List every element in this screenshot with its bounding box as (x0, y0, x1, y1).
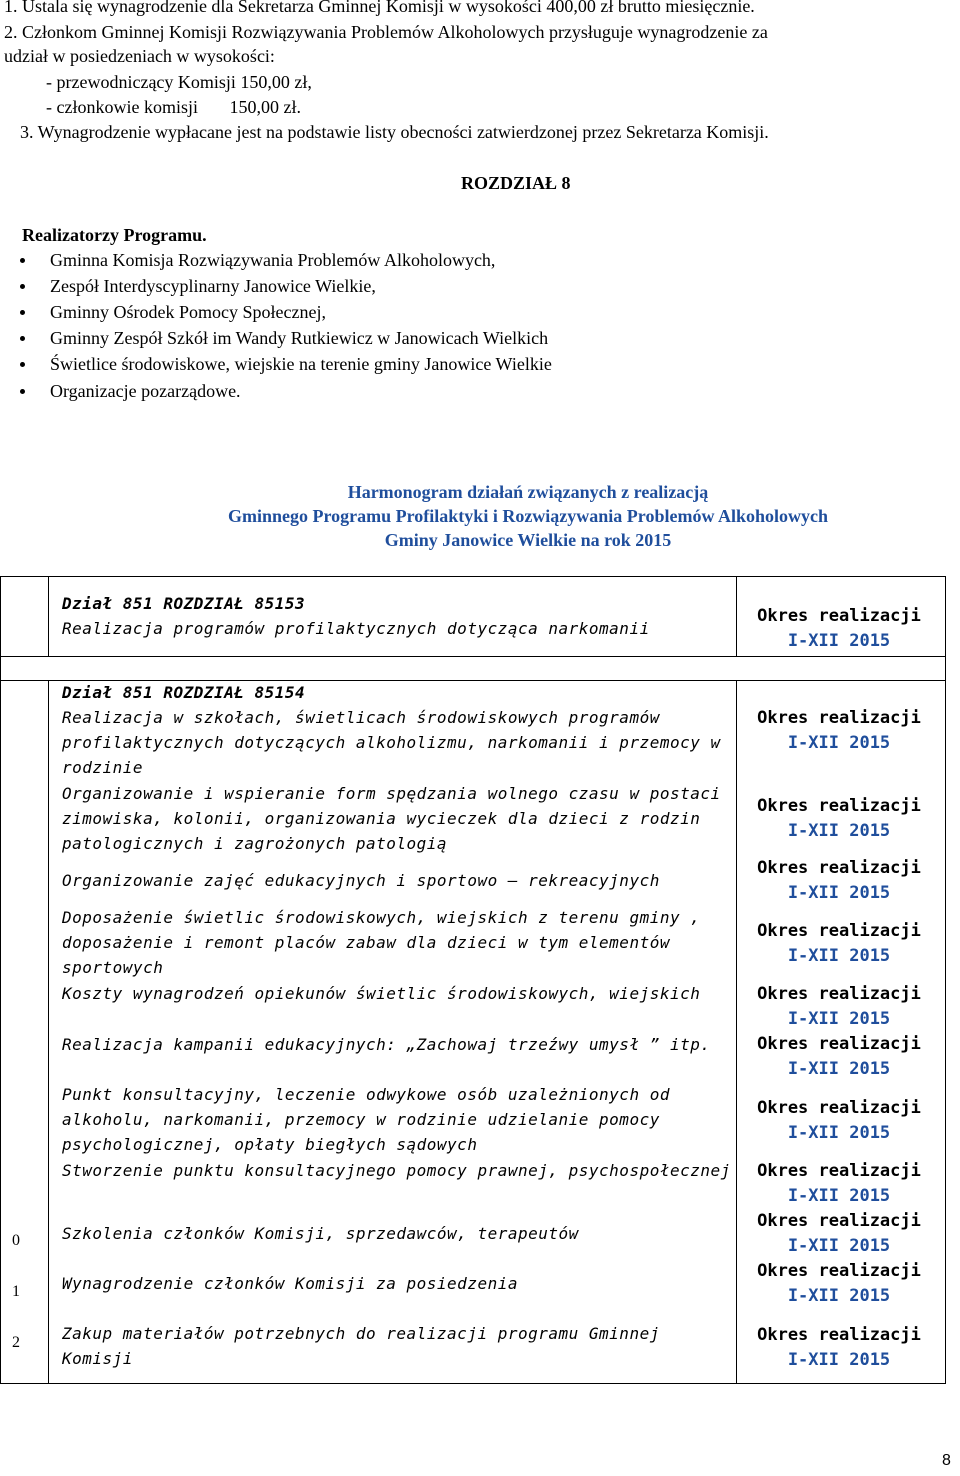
col-divider (48, 576, 49, 656)
bullet-icon (20, 389, 25, 394)
intro-item-1: 1. Ustala się wynagrodzenie dla Sekretarza Gminnej Komisji w wysokości 400,00 zł brutto miesięcznie. (4, 0, 755, 16)
bullet-icon (20, 284, 25, 289)
table-row: Stworzenie punktu konsultacyjnego pomocy prawnej, psychospołecznej (62, 1161, 731, 1180)
table-row: Doposażenie świetlic środowiskowych, wiejskich z terenu gminy , doposażenie i remont placów zabaw dla dzieci w tym elementów sportowych (62, 908, 701, 977)
section-85153-text: Realizacja programów profilaktycznych dotycząca narkomanii (62, 619, 650, 638)
page-number: 8 (942, 1452, 951, 1469)
period-cell: Okres realizacji I-XII 2015 (757, 1034, 921, 1079)
chapter-title: ROZDZIAŁ 8 (461, 173, 571, 193)
bullet-icon (20, 362, 25, 367)
period-cell: Okres realizacji I-XII 2015 (757, 1261, 921, 1306)
table-row: Koszty wynagrodzeń opiekunów świetlic środowiskowych, wiejskich (62, 984, 701, 1003)
row-divider (0, 656, 946, 657)
intro-item-3: 3. Wynagrodzenie wypłacane jest na podstawie listy obecności zatwierdzonej przez Sekretarza Komisji. (20, 122, 769, 142)
table-row: Wynagrodzenie członków Komisji za posiedzenia (62, 1274, 518, 1293)
table-row: Zakup materiałów potrzebnych do realizacji programu Gminnej Komisji (62, 1324, 660, 1368)
table-row: Organizowanie i wspieranie form spędzania wolnego czasu w postaci zimowiska, kolonii, organizowania wycieczek dla dzieci z rodzin patologicznych i zagrożonych patologią (62, 784, 721, 853)
bullet-icon (20, 310, 25, 315)
intro-item-2-line-2: udział w posiedzeniach w wysokości: (4, 46, 275, 66)
section-85154-heading: Dział 851 ROZDZIAŁ 85154 (62, 683, 306, 702)
period-cell: Okres realizacji I-XII 2015 (757, 984, 921, 1029)
section-85153-heading: Dział 851 ROZDZIAŁ 85153 (62, 594, 306, 613)
row-number: 1 (12, 1283, 20, 1300)
period-cell: Okres realizacji I-XII 2015 (757, 921, 921, 966)
table-row: Realizacja kampanii edukacyjnych: „Zachowaj trzeźwy umysł ” itp. (62, 1035, 711, 1054)
period-cell: Okres realizacji I-XII 2015 (757, 606, 921, 651)
period-cell: Okres realizacji I-XII 2015 (757, 858, 921, 903)
schedule-title-line-3: Gminy Janowice Wielkie na rok 2015 (384, 530, 672, 550)
schedule-title-line-1: Harmonogram działań związanych z realizacją (347, 482, 709, 502)
period-cell: Okres realizacji I-XII 2015 (757, 708, 921, 753)
period-cell: Okres realizacji I-XII 2015 (757, 1161, 921, 1206)
col-divider (48, 680, 49, 1384)
col-divider (736, 576, 737, 656)
schedule-title-line-2: Gminnego Programu Profilaktyki i Rozwiązywania Problemów Alkoholowych (227, 506, 828, 526)
bullet-icon (20, 258, 25, 263)
bullet-icon (20, 336, 25, 341)
row-number: 0 (12, 1232, 20, 1249)
intro-item-2-sub-2: - członkowie komisji 150,00 zł. (46, 97, 301, 117)
period-cell: Okres realizacji I-XII 2015 (757, 1211, 921, 1256)
intro-item-2-line-1: 2. Członkom Gminnej Komisji Rozwiązywania Problemów Alkoholowych przysługuje wynagrodzenie za (4, 22, 768, 42)
table-row: Punkt konsultacyjny, leczenie odwykowe osób uzależnionych od alkoholu, narkomanii, przemocy w rodzinie udzielanie pomocy psychologicznej, opłaty biegłych sądowych (62, 1085, 670, 1154)
col-divider (736, 680, 737, 1384)
row-number: 2 (12, 1334, 20, 1351)
chapter-subtitle: Realizatorzy Programu. (22, 225, 207, 245)
period-cell: Okres realizacji I-XII 2015 (757, 1325, 921, 1370)
table-row: Realizacja w szkołach, świetlicach środowiskowych programów profilaktycznych dotyczących alkoholizmu, narkomanii i przemocy w rodzinie (62, 708, 721, 777)
period-cell: Okres realizacji I-XII 2015 (757, 1098, 921, 1143)
period-cell: Okres realizacji I-XII 2015 (757, 796, 921, 841)
intro-item-2-sub-1: - przewodniczący Komisji 150,00 zł, (46, 72, 312, 92)
table-row: Szkolenia członków Komisji, sprzedawców, terapeutów (62, 1224, 579, 1243)
table-row: Organizowanie zajęć edukacyjnych i sportowo – rekreacyjnych (62, 871, 660, 890)
